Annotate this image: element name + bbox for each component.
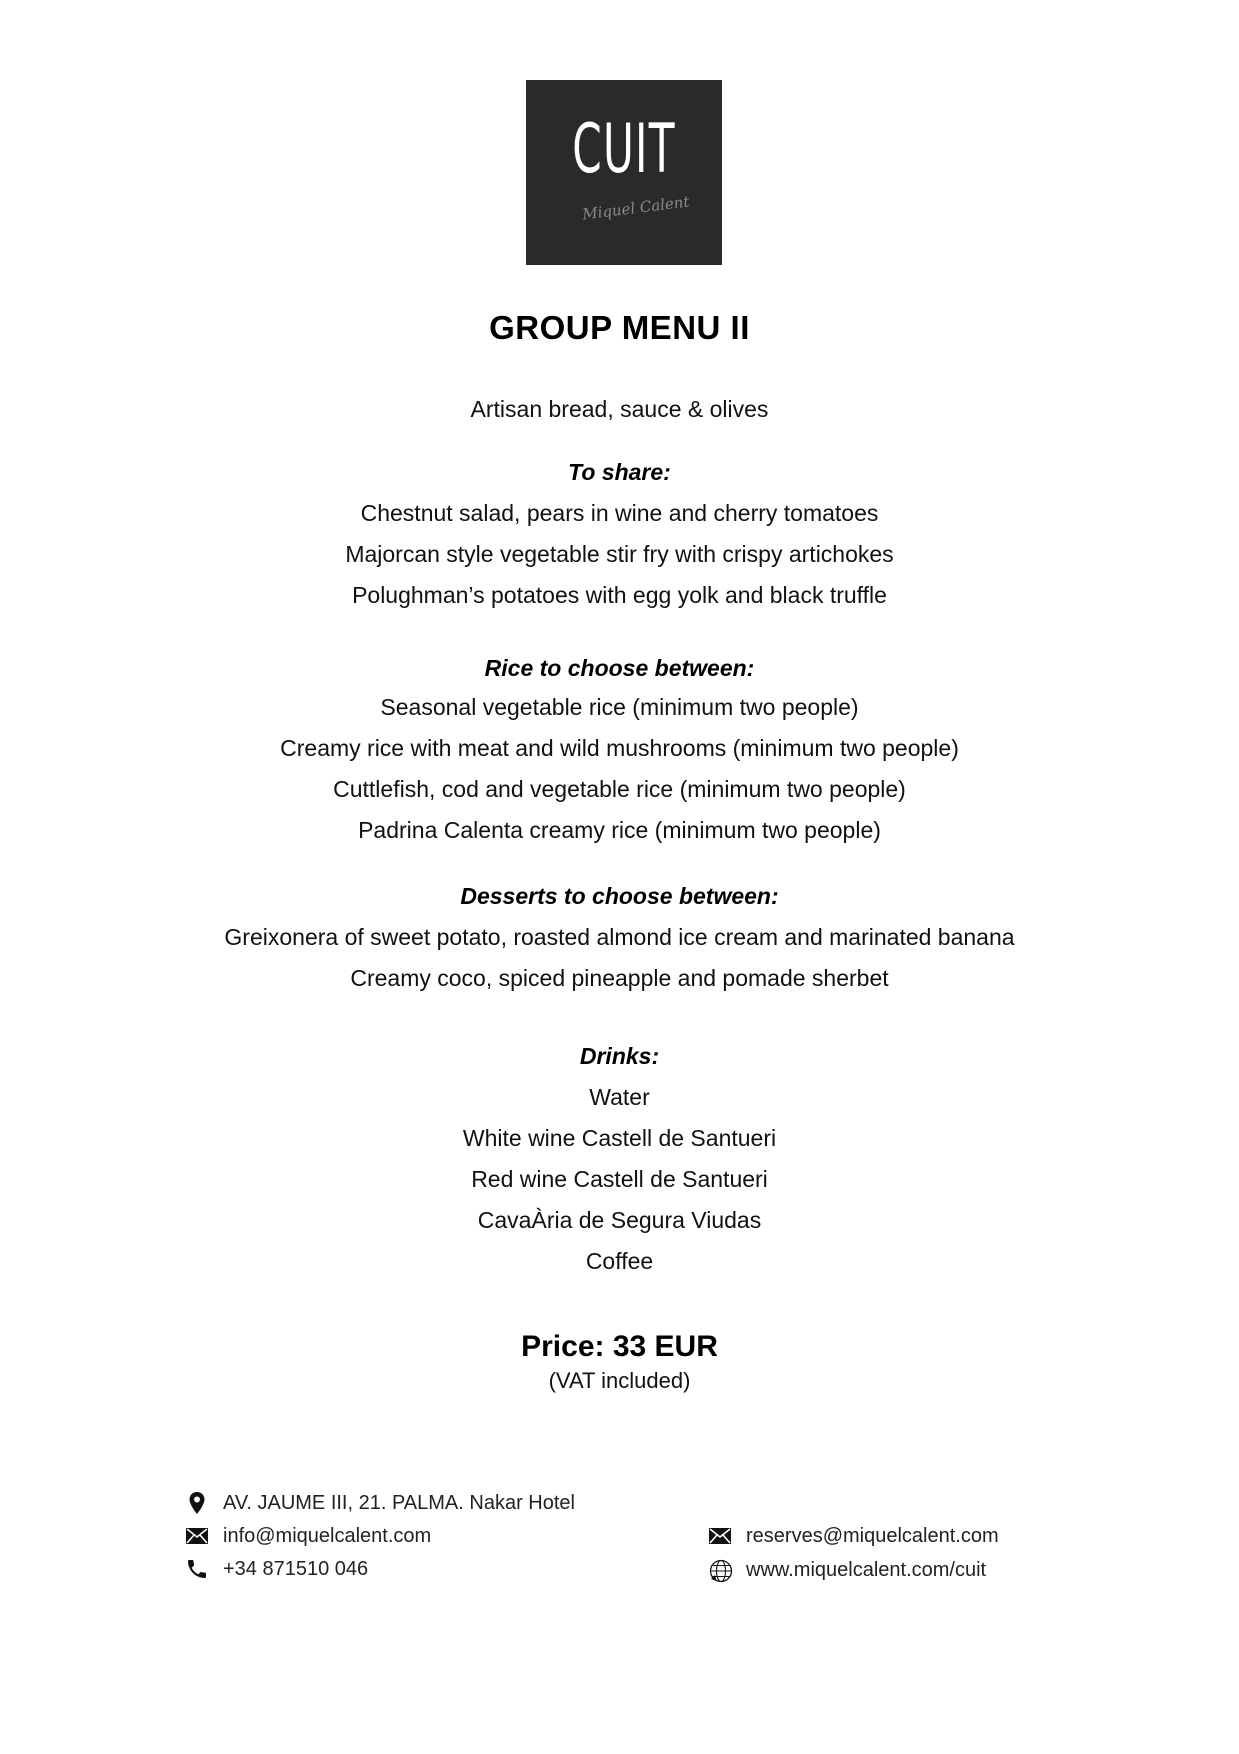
drinks-heading: Drinks: <box>579 1043 660 1069</box>
reserves-email-line[interactable] <box>708 1524 999 1548</box>
website-text[interactable]: www.miquelcalent.com/cuit <box>746 1558 987 1581</box>
phone-text[interactable]: +34 871510 046 <box>223 1557 369 1580</box>
info-email-line[interactable] <box>185 1524 431 1548</box>
map-pin-icon <box>185 1491 209 1515</box>
drink-item: Water <box>589 1084 650 1110</box>
website-line[interactable] <box>708 1558 986 1582</box>
logo-signature: Miquel Calent <box>581 192 691 224</box>
intro-line: Artisan bread, sauce & olives <box>470 396 769 422</box>
rice-item: Creamy rice with meat and wild mushrooms (minimum two people) <box>280 735 959 761</box>
drink-item: Coffee <box>585 1248 654 1274</box>
logo-wordmark: CUIT <box>572 110 676 189</box>
rice-item: Cuttlefish, cod and vegetable rice (minimum two people) <box>333 776 906 802</box>
dessert-item: Creamy coco, spiced pineapple and pomade sherbet <box>350 965 889 991</box>
desserts-heading: Desserts to choose between: <box>460 883 779 909</box>
menu-title: GROUP MENU II <box>489 309 750 346</box>
share-heading: To share: <box>568 459 671 485</box>
phone-line[interactable] <box>185 1557 368 1581</box>
drink-item: White wine Castell de Santueri <box>462 1125 777 1151</box>
phone-icon <box>185 1557 209 1581</box>
drink-item: Red wine Castell de Santueri <box>471 1166 768 1192</box>
drink-item: CavaÀria de Segura Viudas <box>477 1207 762 1233</box>
info-email-text[interactable]: info@miquelcalent.com <box>223 1524 432 1547</box>
address-text: AV. JAUME III, 21. PALMA. Nakar Hotel <box>223 1491 575 1514</box>
price-label: Price: 33 EUR <box>521 1330 718 1363</box>
share-item: Polughman’s potatoes with egg yolk and black truffle <box>352 582 887 608</box>
dessert-item: Greixonera of sweet potato, roasted almond ice cream and marinated banana <box>224 924 1015 950</box>
rice-heading: Rice to choose between: <box>484 655 755 681</box>
rice-item: Padrina Calenta creamy rice (minimum two people) <box>358 817 881 843</box>
address-line <box>185 1491 575 1515</box>
envelope-icon <box>708 1524 732 1548</box>
reserves-email-text[interactable]: reserves@miquelcalent.com <box>746 1524 999 1547</box>
globe-icon <box>708 1558 732 1582</box>
rice-item: Seasonal vegetable rice (minimum two people) <box>380 694 859 720</box>
vat-note: (VAT included) <box>548 1368 691 1393</box>
share-item: Majorcan style vegetable stir fry with crispy artichokes <box>345 541 894 567</box>
envelope-icon <box>185 1524 209 1548</box>
share-item: Chestnut salad, pears in wine and cherry tomatoes <box>360 500 879 526</box>
restaurant-logo <box>526 80 722 265</box>
